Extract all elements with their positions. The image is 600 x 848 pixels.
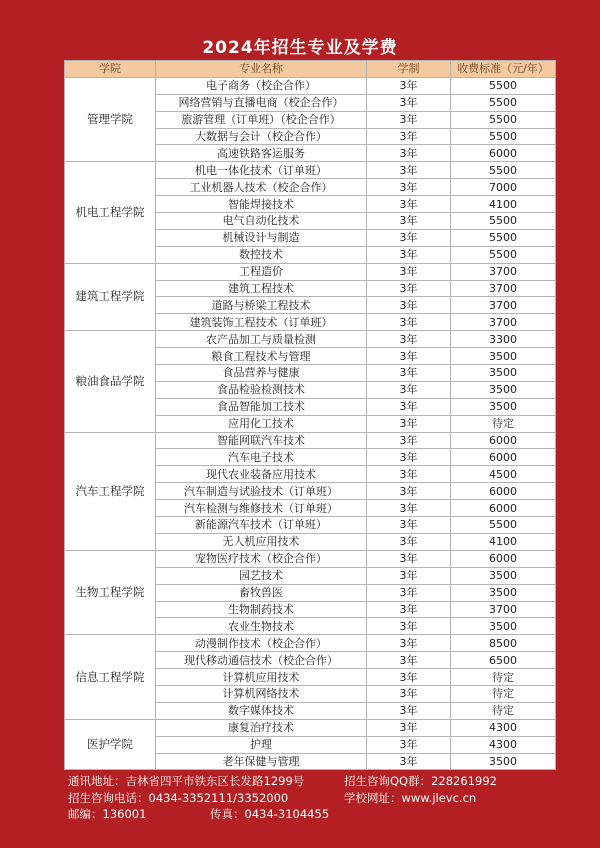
major-cell: 大数据与会计（校企合作）: [156, 128, 367, 145]
major-cell: 工业机器人技术（校企合作）: [156, 179, 367, 196]
duration-cell: 3年: [367, 280, 451, 297]
duration-cell: 3年: [367, 483, 451, 500]
major-cell: 计算机网络技术: [156, 685, 367, 702]
major-cell: 道路与桥梁工程技术: [156, 297, 367, 314]
header-duration: 学制: [367, 61, 451, 78]
duration-cell: 3年: [367, 314, 451, 331]
major-cell: 宠物医疗技术（校企合作）: [156, 550, 367, 567]
fee-cell: 4300: [451, 736, 556, 753]
duration-cell: 3年: [367, 550, 451, 567]
major-cell: 生物制药技术: [156, 601, 367, 618]
duration-cell: 3年: [367, 736, 451, 753]
duration-cell: 3年: [367, 179, 451, 196]
fee-cell: 5500: [451, 229, 556, 246]
duration-cell: 3年: [367, 196, 451, 213]
contact-row: [68, 806, 568, 823]
duration-cell: 3年: [367, 111, 451, 128]
fee-cell: 4300: [451, 719, 556, 736]
duration-cell: 3年: [367, 415, 451, 432]
fee-cell: 7000: [451, 179, 556, 196]
fee-cell: 6000: [451, 500, 556, 517]
major-cell: 动漫制作技术（校企合作）: [156, 635, 367, 652]
duration-cell: 3年: [367, 331, 451, 348]
address-text: 通讯地址：吉林省四平市铁东区长发路1299号: [68, 774, 305, 788]
fee-cell: 3700: [451, 280, 556, 297]
duration-cell: 3年: [367, 466, 451, 483]
duration-cell: 3年: [367, 449, 451, 466]
table-header-row: [65, 61, 556, 78]
fee-cell: 5500: [451, 77, 556, 94]
duration-cell: 3年: [367, 533, 451, 550]
major-cell: 高速铁路客运服务: [156, 145, 367, 162]
duration-cell: 3年: [367, 381, 451, 398]
duration-cell: 3年: [367, 702, 451, 719]
college-cell: 汽车工程学院: [65, 432, 156, 550]
college-cell: 机电工程学院: [65, 162, 156, 263]
duration-cell: 3年: [367, 213, 451, 230]
fee-cell: 5500: [451, 162, 556, 179]
major-cell: 护理: [156, 736, 367, 753]
duration-cell: 3年: [367, 432, 451, 449]
fee-cell: 6000: [451, 483, 556, 500]
college-cell: 建筑工程学院: [65, 263, 156, 331]
fee-cell: 3500: [451, 348, 556, 365]
duration-cell: 3年: [367, 618, 451, 635]
table-row: [65, 263, 556, 280]
duration-cell: 3年: [367, 601, 451, 618]
duration-cell: 3年: [367, 94, 451, 111]
fee-cell: 4100: [451, 196, 556, 213]
duration-cell: 3年: [367, 162, 451, 179]
fee-cell: 4500: [451, 466, 556, 483]
duration-cell: 3年: [367, 348, 451, 365]
fee-cell: 待定: [451, 669, 556, 686]
major-cell: 工程造价: [156, 263, 367, 280]
qq-group-text: 招生咨询QQ群：228261992: [344, 774, 497, 788]
duration-cell: 3年: [367, 297, 451, 314]
duration-cell: 3年: [367, 77, 451, 94]
duration-cell: 3年: [367, 567, 451, 584]
contact-row: [68, 773, 568, 790]
majors-table: [64, 60, 556, 770]
major-cell: 机电一体化技术（订单班）: [156, 162, 367, 179]
postcode-text: 邮编：136001: [68, 807, 147, 821]
fee-cell: 3500: [451, 753, 556, 770]
duration-cell: 3年: [367, 128, 451, 145]
fee-cell: 3700: [451, 314, 556, 331]
duration-cell: 3年: [367, 398, 451, 415]
major-cell: 旅游管理（订单班）（校企合作）: [156, 111, 367, 128]
fee-cell: 3500: [451, 365, 556, 382]
fee-cell: 待定: [451, 685, 556, 702]
duration-cell: 3年: [367, 652, 451, 669]
fee-cell: 3700: [451, 297, 556, 314]
table-body: [65, 77, 556, 770]
fee-cell: 3300: [451, 331, 556, 348]
fee-cell: 5500: [451, 94, 556, 111]
fee-cell: 3700: [451, 263, 556, 280]
fee-cell: 3700: [451, 601, 556, 618]
major-cell: 汽车电子技术: [156, 449, 367, 466]
college-cell: 信息工程学院: [65, 635, 156, 719]
duration-cell: 3年: [367, 500, 451, 517]
fee-cell: 5500: [451, 128, 556, 145]
duration-cell: 3年: [367, 229, 451, 246]
major-cell: 现代移动通信技术（校企合作）: [156, 652, 367, 669]
major-cell: 无人机应用技术: [156, 533, 367, 550]
major-cell: 电气自动化技术: [156, 213, 367, 230]
fee-cell: 待定: [451, 415, 556, 432]
major-cell: 康复治疗技术: [156, 719, 367, 736]
header-major: 专业名称: [156, 61, 367, 78]
major-cell: 畜牧兽医: [156, 584, 367, 601]
major-cell: 数字媒体技术: [156, 702, 367, 719]
fee-cell: 5500: [451, 111, 556, 128]
duration-cell: 3年: [367, 246, 451, 263]
duration-cell: 3年: [367, 145, 451, 162]
fee-cell: 3500: [451, 584, 556, 601]
table-row: [65, 77, 556, 94]
table-row: [65, 550, 556, 567]
major-cell: 新能源汽车技术（订单班）: [156, 517, 367, 534]
fax-text: 传真：0434-3104455: [210, 807, 330, 821]
major-cell: 食品智能加工技术: [156, 398, 367, 415]
major-cell: 汽车制造与试验技术（订单班）: [156, 483, 367, 500]
duration-cell: 3年: [367, 635, 451, 652]
major-cell: 网络营销与直播电商（校企合作）: [156, 94, 367, 111]
major-cell: 农业生物技术: [156, 618, 367, 635]
major-cell: 智能网联汽车技术: [156, 432, 367, 449]
college-cell: 生物工程学院: [65, 550, 156, 634]
duration-cell: 3年: [367, 365, 451, 382]
fee-cell: 5500: [451, 517, 556, 534]
major-cell: 计算机应用技术: [156, 669, 367, 686]
duration-cell: 3年: [367, 669, 451, 686]
major-cell: 食品检验检测技术: [156, 381, 367, 398]
fee-cell: 6000: [451, 145, 556, 162]
major-cell: 食品营养与健康: [156, 365, 367, 382]
table-row: [65, 635, 556, 652]
college-cell: 粮油食品学院: [65, 331, 156, 432]
fee-cell: 3500: [451, 398, 556, 415]
college-cell: 管理学院: [65, 77, 156, 161]
website-text: 学校网址：www.jlevc.cn: [344, 790, 477, 805]
fee-cell: 5500: [451, 213, 556, 230]
major-cell: 机械设计与制造: [156, 229, 367, 246]
major-cell: 汽车检测与维修技术（订单班）: [156, 500, 367, 517]
table-row: [65, 331, 556, 348]
table-row: [65, 719, 556, 736]
duration-cell: 3年: [367, 685, 451, 702]
major-cell: 粮食工程技术与管理: [156, 348, 367, 365]
phone-text: 招生咨询电话：0434-3352111/3352000: [68, 790, 289, 805]
page-title: 2024年招生专业及学费: [202, 38, 398, 58]
header-fee: 收费标准（元/年）: [451, 61, 556, 78]
major-cell: 农产品加工与质量检测: [156, 331, 367, 348]
fee-cell: 6500: [451, 652, 556, 669]
duration-cell: 3年: [367, 263, 451, 280]
duration-cell: 3年: [367, 719, 451, 736]
duration-cell: 3年: [367, 517, 451, 534]
contact-info: [68, 773, 568, 823]
college-cell: 医护学院: [65, 719, 156, 770]
header-college: 学院: [65, 61, 156, 78]
major-cell: 园艺技术: [156, 567, 367, 584]
duration-cell: 3年: [367, 584, 451, 601]
major-cell: 智能焊接技术: [156, 196, 367, 213]
major-cell: 老年保健与管理: [156, 753, 367, 770]
duration-cell: 3年: [367, 753, 451, 770]
fee-cell: 6000: [451, 449, 556, 466]
fee-cell: 5500: [451, 246, 556, 263]
table-row: [65, 432, 556, 449]
major-cell: 建筑装饰工程技术（订单班）: [156, 314, 367, 331]
fee-cell: 8500: [451, 635, 556, 652]
major-cell: 应用化工技术: [156, 415, 367, 432]
fee-cell: 3500: [451, 567, 556, 584]
table-row: [65, 162, 556, 179]
major-cell: 数控技术: [156, 246, 367, 263]
fee-cell: 4100: [451, 533, 556, 550]
fee-cell: 待定: [451, 702, 556, 719]
fee-cell: 3500: [451, 381, 556, 398]
major-cell: 建筑工程技术: [156, 280, 367, 297]
contact-row: [68, 790, 568, 807]
major-cell: 电子商务（校企合作）: [156, 77, 367, 94]
fee-cell: 6000: [451, 432, 556, 449]
fee-cell: 6000: [451, 550, 556, 567]
fee-cell: 3500: [451, 618, 556, 635]
major-cell: 现代农业装备应用技术: [156, 466, 367, 483]
